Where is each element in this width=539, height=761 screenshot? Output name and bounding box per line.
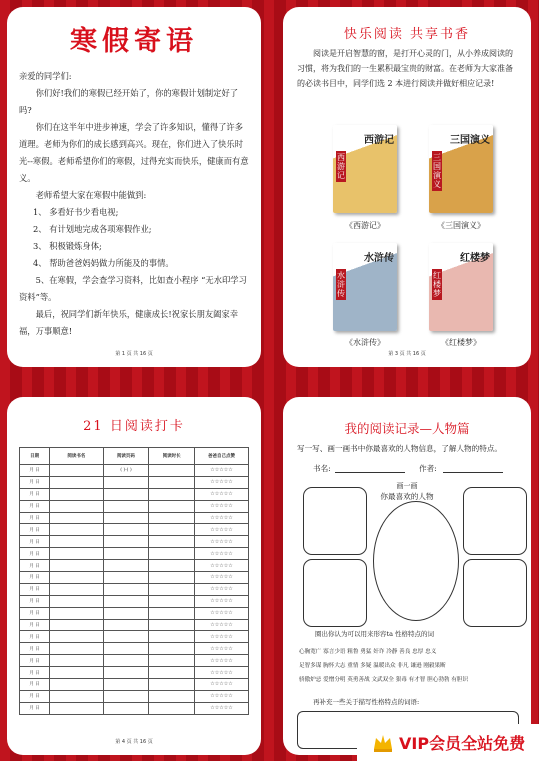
book-cell[interactable] [50,631,103,643]
date-cell: 月 日 [20,536,50,548]
page-footer: 第 4 页 共 16 页 [115,739,153,745]
trait-word-row: 心胸宽广 寡言少语 粗鲁 勇猛 奸诈 冷静 善良 忠厚 忠义 [299,649,437,655]
reading-log-table [19,447,249,715]
pages-cell[interactable] [103,512,149,524]
paragraph: 老师希望大家在寒假中能做到: [35,190,147,200]
duration-cell[interactable] [149,631,195,643]
book-cell[interactable] [50,476,103,488]
duration-cell[interactable] [149,690,195,702]
pages-cell[interactable] [103,536,149,548]
pages-cell[interactable] [103,667,149,679]
pages-cell[interactable] [103,560,149,572]
duration-cell[interactable] [149,465,195,477]
pages-cell[interactable] [103,655,149,667]
duration-cell[interactable] [149,512,195,524]
pages-cell[interactable] [103,572,149,584]
pages-cell[interactable] [103,607,149,619]
page-winter-message [7,7,261,367]
stars-cell[interactable]: ☆☆☆☆☆ [194,690,248,702]
table-row [20,572,249,584]
pages-cell[interactable] [103,583,149,595]
duration-cell[interactable] [149,595,195,607]
stars-cell[interactable]: ☆☆☆☆☆ [194,667,248,679]
pages-cell[interactable] [103,643,149,655]
duration-cell[interactable] [149,524,195,536]
date-cell: 月 日 [20,631,50,643]
table-row [20,488,249,500]
date-cell: 月 日 [20,465,50,477]
book-cell[interactable] [50,619,103,631]
table-row [20,655,249,667]
book-cell[interactable] [50,583,103,595]
extra-words-prompt: 再补充一些关于描写性格特点的词语: [313,698,420,706]
book-spine-label: 水浒传 [337,271,345,298]
stars-cell[interactable]: ☆☆☆☆☆ [194,536,248,548]
stars-cell[interactable]: ☆☆☆☆☆ [194,548,248,560]
trait-prompt: 圈出你认为可以用来形容ta 性格特点的词 [315,630,435,638]
pages-cell[interactable] [103,488,149,500]
table-row [20,524,249,536]
date-cell: 月 日 [20,524,50,536]
date-cell: 月 日 [20,667,50,679]
trait-word-row: 骄傲炉忌 爱憎分明 英勇善战 文武双全 狠毒 有才智 胆心勃勃 有胆识 [299,677,469,683]
book-caption: 《红楼梦》 [441,338,481,347]
book-spine-label: 三国演义 [433,153,441,189]
page-footer: 第 1 页 共 16 页 [115,351,153,357]
book-spine-label: 红楼梦 [433,271,441,298]
date-cell: 月 日 [20,702,50,714]
book-cell[interactable] [50,643,103,655]
duration-cell[interactable] [149,476,195,488]
book-caption: 《三国演义》 [437,221,485,230]
info-box-bottom-left[interactable] [303,559,367,627]
stars-cell[interactable]: ☆☆☆☆☆ [194,500,248,512]
draw-label: 画一画 [396,482,418,490]
book-cell[interactable] [50,667,103,679]
stars-cell[interactable]: ☆☆☆☆☆ [194,560,248,572]
pages-cell[interactable] [103,548,149,560]
instruction-text: 写一写、画一画书中你最喜欢的人物信息，了解人物的特点。 [297,444,503,453]
date-cell: 月 日 [20,500,50,512]
book-cell[interactable] [50,524,103,536]
book-spine-label: 西游记 [337,153,345,180]
portrait-circle[interactable] [373,501,459,621]
duration-cell[interactable] [149,655,195,667]
table-row [20,702,249,714]
book-cell[interactable] [50,690,103,702]
page-reading [283,7,531,367]
table-row [20,667,249,679]
duration-cell[interactable] [149,536,195,548]
date-cell: 月 日 [20,619,50,631]
book-title: 三国演义 [450,135,490,146]
book-cover-honglou [429,243,493,331]
book-cover-xiyouji [333,125,397,213]
list-item: 5、在寒假，学会查学习资料，比如查小程序 “无水印学习资料”等。 [19,275,247,302]
pages-cell[interactable] [103,702,149,714]
page-character-record [283,397,531,755]
book-title: 水浒传 [364,253,394,264]
table-body [20,465,249,715]
paragraph: 你们好!我们的寒假已经开始了，你的寒假计划制定好了吗? [19,88,239,115]
duration-cell[interactable] [149,488,195,500]
stars-cell[interactable]: ☆☆☆☆☆ [194,583,248,595]
duration-cell[interactable] [149,548,195,560]
table-row [20,500,249,512]
table-row [20,607,249,619]
book-cell[interactable] [50,679,103,691]
stars-cell[interactable]: ☆☆☆☆☆ [194,619,248,631]
book-cell[interactable] [50,500,103,512]
author-label: 作者: [419,464,437,473]
date-cell: 月 日 [20,572,50,584]
stars-cell[interactable]: ☆☆☆☆☆ [194,655,248,667]
book-title: 红楼梦 [460,253,490,264]
book-cell[interactable] [50,512,103,524]
book-name-input[interactable] [335,472,405,473]
stars-cell[interactable]: ☆☆☆☆☆ [194,512,248,524]
table-row [20,690,249,702]
draw-sublabel: 你最喜欢的人物 [380,492,434,501]
table-row [20,560,249,572]
stars-cell[interactable]: ☆☆☆☆☆ [194,488,248,500]
table-row [20,548,249,560]
book-cell[interactable] [50,488,103,500]
list-item: 3、 积极锻炼身体; [33,241,102,251]
stars-cell[interactable]: ☆☆☆☆☆ [194,465,248,477]
list-item: 1、 多看好书少看电视; [33,207,119,217]
page-title: 快乐阅读 共享书香 [343,27,471,42]
vip-badge[interactable] [357,724,539,761]
table-row [20,512,249,524]
crown-icon [371,731,395,755]
date-cell: 月 日 [20,595,50,607]
table-row [20,595,249,607]
table-row [20,631,249,643]
date-cell: 月 日 [20,488,50,500]
page-title: 寒假寄语 [70,26,198,57]
book-cell[interactable] [50,595,103,607]
stars-cell[interactable]: ☆☆☆☆☆ [194,607,248,619]
vip-badge-text: VIP会员全站免费 [399,734,526,753]
table-row [20,536,249,548]
list-item: 4、 帮助爸爸妈妈做力所能及的事情。 [33,258,174,268]
page-footer: 第 3 页 共 16 页 [388,351,426,357]
date-cell: 月 日 [20,607,50,619]
date-cell: 月 日 [20,512,50,524]
date-cell: 月 日 [20,548,50,560]
page-title: 21 日阅读打卡 [83,419,185,434]
col-duration: 阅读时长 [149,448,195,465]
table-row [20,619,249,631]
date-cell: 月 日 [20,690,50,702]
stars-cell[interactable]: ☆☆☆☆☆ [194,679,248,691]
table-row [20,476,249,488]
info-box-top-left[interactable] [303,487,367,555]
book-cover-sanguo [429,125,493,213]
stars-cell[interactable]: ☆☆☆☆☆ [194,643,248,655]
book-title: 西游记 [364,135,394,146]
col-book: 阅读书名 [50,448,103,465]
pages-cell[interactable] [103,619,149,631]
book-cover-shuihu [333,243,397,331]
pages-cell[interactable] [103,679,149,691]
book-cell[interactable] [50,607,103,619]
book-cell[interactable] [50,465,103,477]
book-cell[interactable] [50,560,103,572]
table-header-row [20,448,249,465]
trait-words [299,645,521,687]
stars-cell[interactable]: ☆☆☆☆☆ [194,524,248,536]
pages-cell[interactable]: ( )-( ) [103,465,149,477]
table-row [20,679,249,691]
book-caption: 《西游记》 [345,221,385,230]
table-row [20,465,249,477]
table-row [20,643,249,655]
pages-cell[interactable] [103,690,149,702]
date-cell: 月 日 [20,655,50,667]
pages-cell[interactable] [103,476,149,488]
pages-cell[interactable] [103,524,149,536]
page-reading-log [7,397,261,755]
stars-cell[interactable]: ☆☆☆☆☆ [194,572,248,584]
book-cell[interactable] [50,572,103,584]
duration-cell[interactable] [149,560,195,572]
book-cell[interactable] [50,536,103,548]
greeting: 亲爱的同学们: [19,71,72,81]
book-cell[interactable] [50,655,103,667]
list-item: 2、 有计划地完成各项寒假作业; [33,224,152,234]
pages-cell[interactable] [103,595,149,607]
page-title: 我的阅读记录—人物篇 [344,421,470,436]
table-row [20,583,249,595]
duration-cell[interactable] [149,702,195,714]
letter-body [7,68,261,340]
stars-cell[interactable]: ☆☆☆☆☆ [194,702,248,714]
col-pages: 阅读页码 [103,448,149,465]
date-cell: 月 日 [20,679,50,691]
paragraph: 你们在这半年中进步神速，学会了许多知识，懂得了许多道理。老师为你们的成长感到高兴。现在，你们进入了快乐时光--寒假。老师希望你们的寒假，过得充实而快乐，健康而有意义。 [19,122,249,183]
date-cell: 月 日 [20,476,50,488]
pages-cell[interactable] [103,500,149,512]
duration-cell[interactable] [149,607,195,619]
author-input[interactable] [443,472,503,473]
book-cell[interactable] [50,702,103,714]
info-box-bottom-right[interactable] [463,559,527,627]
stars-cell[interactable]: ☆☆☆☆☆ [194,476,248,488]
col-date: 日期 [20,448,50,465]
duration-cell[interactable] [149,619,195,631]
date-cell: 月 日 [20,643,50,655]
info-box-top-right[interactable] [463,487,527,555]
date-cell: 月 日 [20,583,50,595]
pages-cell[interactable] [103,631,149,643]
duration-cell[interactable] [149,679,195,691]
book-cell[interactable] [50,548,103,560]
intro-text: 阅读是开启智慧的窗，是打开心灵的门，从小养成阅读的习惯，将为我们的一生累积最宝贵的财富。在老师为大家准备的必读书目中，同学们选 2 本进行阅读并做好相应记录! [297,49,513,88]
date-cell: 月 日 [20,560,50,572]
duration-cell[interactable] [149,500,195,512]
closing: 最后，祝同学们新年快乐，健康成长!祝家长朋友阖家幸福，万事顺意! [19,309,239,336]
book-caption: 《水浒传》 [345,338,385,347]
duration-cell[interactable] [149,643,195,655]
col-likes: 爸爸自己点赞 [194,448,248,465]
book-name-label: 书名: [313,464,331,473]
stars-cell[interactable]: ☆☆☆☆☆ [194,595,248,607]
trait-word-row: 足智多谋 胸怀大志 重情 多疑 温暖出众 非凡 谦逊 刚毅果断 [299,663,446,669]
duration-cell[interactable] [149,572,195,584]
stars-cell[interactable]: ☆☆☆☆☆ [194,631,248,643]
duration-cell[interactable] [149,667,195,679]
duration-cell[interactable] [149,583,195,595]
